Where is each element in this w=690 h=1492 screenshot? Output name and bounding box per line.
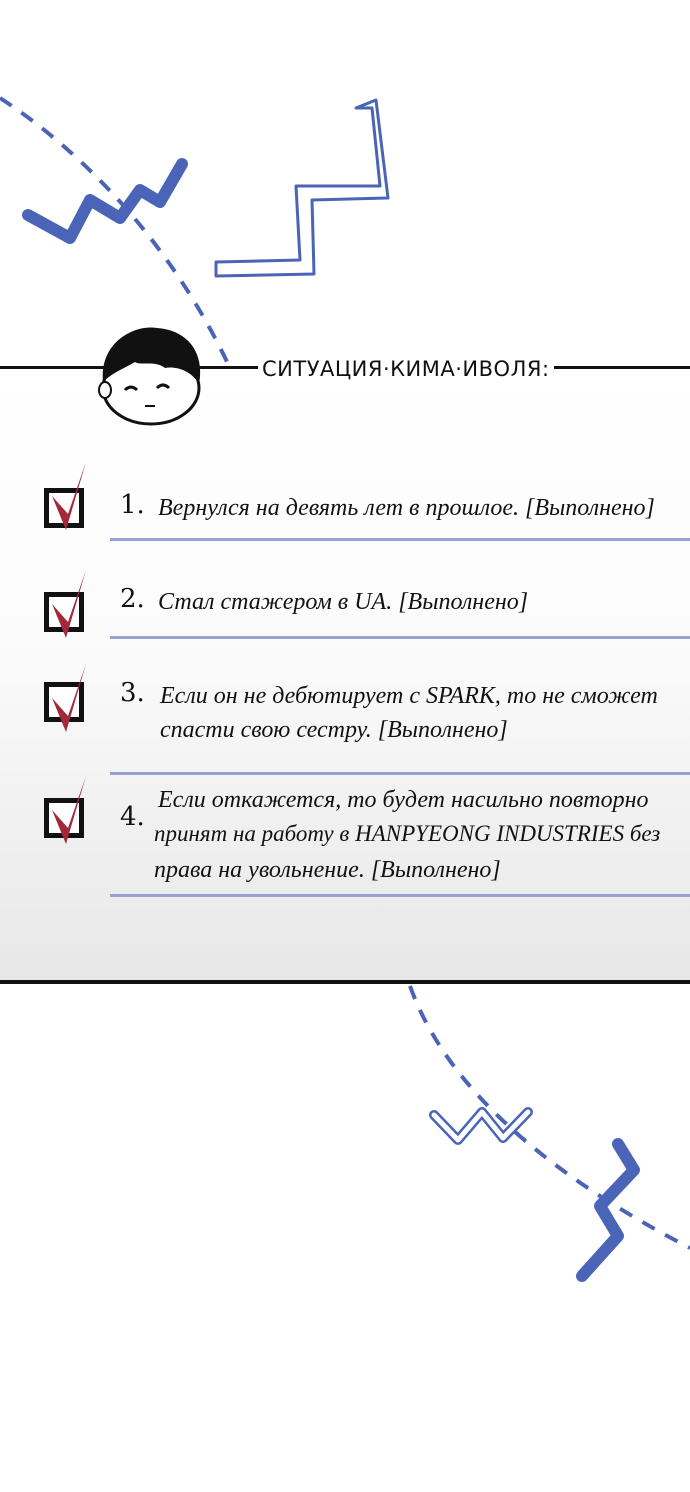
item-number: 3. <box>120 678 145 708</box>
check-icon <box>48 460 108 532</box>
item-text-line: принят на работу в HANPYEONG INDUSTRIES без <box>154 821 661 846</box>
title-container <box>258 350 554 388</box>
zigzag-outline-top <box>216 100 388 276</box>
avatar-icon <box>95 322 207 426</box>
zigzag-outline-bottom <box>434 1112 528 1140</box>
check-icon <box>48 774 108 846</box>
check-icon <box>48 662 108 734</box>
item-text-line: Если он не дебютирует с SPARK, то не сможет <box>160 683 658 709</box>
dashed-arc-bottom <box>410 986 690 1248</box>
item-underline <box>110 772 690 775</box>
zigzag-blue-bottom <box>582 1144 634 1276</box>
item-number: 4. <box>120 802 145 832</box>
check-icon <box>48 568 108 640</box>
item-underline <box>110 894 690 897</box>
item-text-line: Если откажется, то будет насильно повторно <box>158 787 649 813</box>
panel-bottom-rule <box>0 980 690 984</box>
item-text-line: права на увольнение. [Выполнено] <box>154 857 501 883</box>
zigzag-blue-top <box>28 164 182 238</box>
item-text-line: спасти свою сестру. [Выполнено] <box>160 717 508 743</box>
page-title: СИТУАЦИЯ·КИМА·ИВОЛЯ: <box>262 357 550 381</box>
item-underline <box>110 636 690 639</box>
item-text-line: Стал стажером в UA. [Выполнено] <box>158 589 529 615</box>
item-underline <box>110 538 690 541</box>
item-number: 1. <box>120 490 145 520</box>
item-text-line: Вернулся на девять лет в прошлое. [Выполнено] <box>158 495 655 521</box>
item-number: 2. <box>120 584 145 614</box>
